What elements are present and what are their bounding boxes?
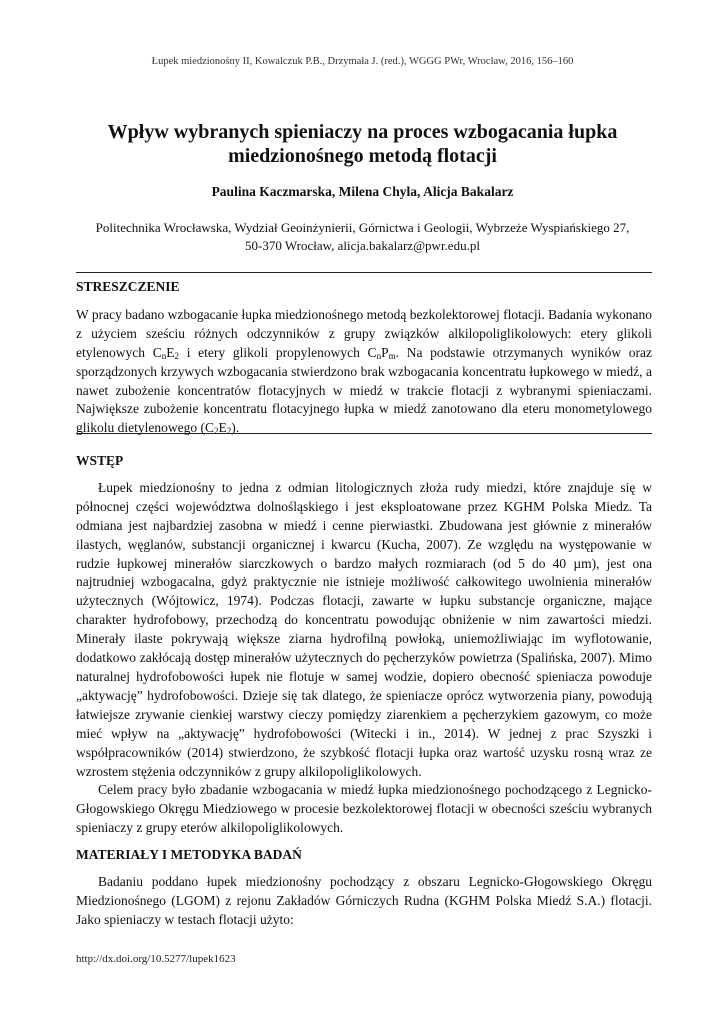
- running-head: Łupek miedzionośny II, Kowalczuk P.B., Drzymała J. (red.), WGGG PWr, Wrocław, 2016, 156–160: [151, 56, 574, 67]
- affiliation-line-2: 50-370 Wrocław, alicja.bakalarz@pwr.edu.pl: [245, 238, 480, 253]
- doi-link[interactable]: http://dx.doi.org/10.5277/lupek1623: [76, 953, 236, 965]
- paper-title: [60, 120, 665, 168]
- intro-section: [76, 452, 652, 930]
- affiliation: [70, 219, 655, 255]
- abstract-top-rule: [76, 272, 652, 273]
- affiliation-line-1: Politechnika Wrocławska, Wydział Geoinżynierii, Górnictwa i Geologii, Wybrzeże Wyspiańskiego 27,: [95, 220, 630, 235]
- abstract-heading: STRESZCZENIE: [76, 279, 180, 294]
- methods-paragraph-1: Badaniu poddano łupek miedzionośny pochodzący z obszaru Legnicko-Głogowskiego Okręgu Miedzionośnego (LGOM) z rejonu Zakładów Górniczych Rudna (KGHM Polska Miedź S.A.) flotacji. Jako spieniaczy w testach flotacji użyto:: [76, 874, 652, 927]
- abstract-section: [76, 278, 652, 438]
- title-line-2: miedzionośnego metodą flotacji: [228, 145, 497, 167]
- intro-heading: WSTĘP: [76, 453, 124, 468]
- authors: Paulina Kaczmarska, Milena Chyla, Alicja Bakalarz: [211, 184, 514, 199]
- abstract-text: W pracy badano wzbogacanie łupka miedzionośnego metodą bezkolektorowej flotacji. Badania wykonano z użyciem sześciu różnych odczynników z grupy związków alkilopoliglikolowych: etery glikoli etylenowych $C_nE_2$ i etery glikoli propylenowych $C_nP_m$. Na podstawie otrzymanych wyników oraz sporządzonych krzywych wzbogacania stwierdzono brak wzbogacania koncentratu łupkowego w miedź, a nawet zubożenie koncentratów flotacyjnych w miedź w trakcie flotacji z wybranymi spieniaczami. Największe zubożenie koncentratu flotacyjnego łupka w miedź zanotowano dla eteru monometylowego glikolu dietylenowego $(C_2E_2)$.: [76, 306, 653, 437]
- intro-paragraph-2: Celem pracy było zbadanie wzbogacania w miedź łupka miedzionośnego pochodzącego z Legnicko-Głogowskiego Okręgu Miedziowego w procesie bezkolektorowej flotacji w obecności sześciu wybranych spieniaczy z grupy eterów alkilopoliglikolowych.: [76, 782, 652, 836]
- abstract-bottom-rule: [76, 433, 652, 434]
- title-line-1: Wpływ wybranych spieniaczy na proces wzbogacania łupka: [107, 121, 618, 143]
- intro-paragraph-1: Łupek miedzionośny to jedna z odmian litologicznych złoża rudy miedzi, które znajduje się w północnej części województwa dolnośląskiego i jest eksploatowane przez KGHM Polska Miedz. Ta odmiana jest najbardziej zasobna w miedź i cenne pierwiastki. Zbudowana jest głównie z minerałów ilastych, węglanów, substancji organicznej i kwarcu (Kucha, 2007). Ze względu na występowanie w rudzie łupkowej minerałów siarczkowych o bardzo małych rozmiarach (od 5 do 40 µm), jest ona najtrudniej wzbogacalna, gdyż praktycznie nie istnieje możliwość całkowitego uwolnienia minerałów użytecznych (Wójtowicz, 1974). Podczas flotacji, zawarte w łupku substancje organiczne, mające charakter hydrofobowy, przechodzą do koncentratu powodując obniżenie w nim zawartości miedzi. Minerały ilaste pokrywają większe ziarna hydrofilną powłoką, uniemożliwiając im wyflotowanie, dodatkowo zakłócają dostęp minerałów użytecznych do pęcherzyków powietrza (Spalińska, 2007). Mimo naturalnej hydrofobowości łupek nie flotuje w samej wodzie, dopiero obecność spieniacza powoduje „aktywację” hydrofobowości. Dzieje się tak dlatego, że spieniacze oprócz wytworzenia piany, powodują łatwiejsze zrywanie cienkiej warstwy cieczy pomiędzy ziarenkiem a pęcherzykiem gazowym, co może mieć wpływ na „aktywację” hydrofobowości (Witecki i in., 2014). W jednej z prac Szyszki i współpracowników (2014) stwierdzono, że szybkość flotacji łupka oraz wartość uzysku rosną wraz ze wzrostem stężenia odczynników z grupy alkilopoliglikolowych.: [76, 479, 652, 779]
- methods-heading: MATERIAŁY I METODYKA BADAŃ: [76, 847, 302, 863]
